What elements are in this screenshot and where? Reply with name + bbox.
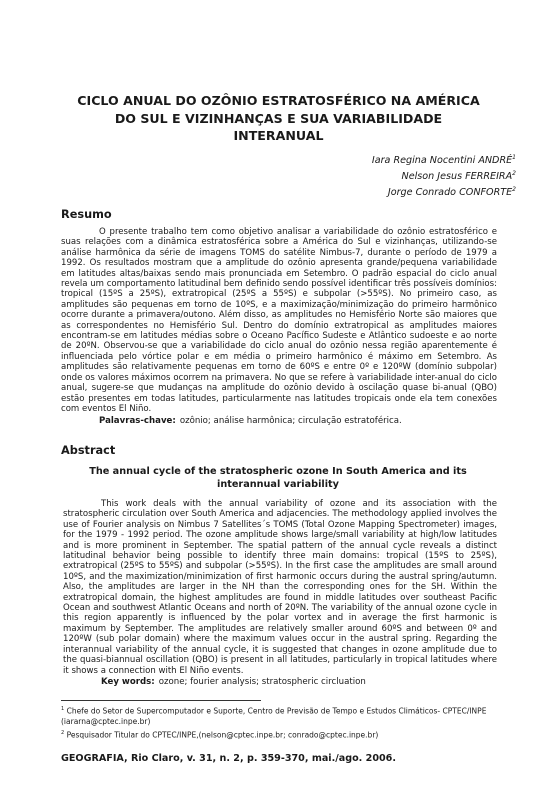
- resumo-heading: Resumo: [61, 208, 112, 221]
- author: Nelson Jesus FERREIRA$^2$: [401, 170, 516, 183]
- resumo-keywords: Palavras-chave: ozônio; análise harmônica; circulação estratoférica.: [99, 416, 402, 426]
- abstract-keywords: Key words: ozone; fourier analysis; stratospheric circluation: [101, 677, 366, 687]
- abstract-text: This work deals with the annual variability of ozone and its association with the stratospheric circulation over South America and adjacencies. The methodology applied involves the use of Fourier analysis on Nimbus 7 Satellites´s TOMS (Total Ozone Mapping Spectrometer) images, for the 1979 - 1992 period. The ozone amplitude shows large/small variability at high/low latitudes and is more prominent in September. The spatial pattern of the annual cycle reveals a distinct latitudinal behavior being possible to identify three main domains: tropical (15ºS to 25ºS), extratropical (25ºS to 55ºS) and subpolar (>55ºS). In the first case the amplitudes are small around 10ºS, and the maximization/minimization of first harmonic occurs during the austral spring/autumn. Also, the amplitudes are larger in the NH than the corresponding ones for the SH. Within the extratropical domain, the highest amplitudes are found in middle latitudes over southeast Pacific Ocean and southwest Atlantic Oceans and north of 20ºN. The variability of the annual ozone cycle in this region apparently is influenced by the polar vortex and in average the first harmonic is maximum by September. The amplitudes are relatively smaller around 60ºS and between 0º and 120ºW (sub polar domain) where the maximum values occur in the austral spring. Regarding the interannual variability of the annual cycle, it is suggested that changes in ozone amplitude due to the quasi-biannual oscillation (QBO) is present in all latitudes, particularly in tropical latitudes where it shows a connection with El Niño events.: [63, 499, 497, 676]
- resumo-text: O presente trabalho tem como objetivo analisar a variabilidade do ozônio estratosférico e suas relações com a dinâmica estratosférica sobre a América do Sul e vizinhanças, utilizando-se análise harmônica da série de imagens TOMS do satélite Nimbus-7, durante o período de 1979 a 1992. Os resultados mostram que a amplitude do ozônio apresenta grande/pequena variabilidade em latitudes altas/baixas sendo mais pronunciada em Setembro. O padrão espacial do ciclo anual revela um comportamento latitudinal bem definido sendo possível identificar três possíveis domínios: tropical (15ºS a 25ºS), extratropical (25ºS a 55ºS) e subpolar (>55ºS). No primeiro caso, as amplitudes são pequenas em torno de 10ºS, e a maximização/minimização do primeiro harmônico ocorre durante a primavera/outono. Além disso, as amplitudes no Hemisfério Norte são maiores que as correspondentes no Hemisfério Sul. Dentro do domínio extratropical as amplitudes maiores encontram-se em latitudes médias sobre o Oceano Pacífico Sudeste e Atlântico sudoeste e ao norte de 20ºN. Observou-se que a variabilidade do ciclo anual do ozônio nessa região aparentemente é influenciada pelo vórtice polar e em média o primeiro harmônico é máximo em Setembro. As amplitudes são relativamente pequenas em torno de 60ºS e entre 0º e 120ºW (domínio subpolar) onde os valores máximos ocorrem na primavera. No que se refere à variabilidade inter-anual do ciclo anual, sugere-se que mudanças na amplitude do ozônio devido à oscilação quase bi-anual (QBO) estão presentes em todas latitudes, particularmente nas latitudes tropicais onde ela tem conexões com eventos El Niño.: [61, 227, 497, 414]
- footnote-2: $^2$ Pesquisador Titular do CPTEC/INPE,(nelson@cptec.inpe.br; conrado@cptec.inpe.br): [61, 730, 379, 740]
- paper-title: CICLO ANUAL DO OZÔNIO ESTRATOSFÉRICO NA AMÉRICA DO SUL E VIZINHANÇAS E SUA VARIABILIDADE INTERANUAL: [77, 93, 480, 143]
- author: Jorge Conrado CONFORTE$^2$: [387, 186, 516, 199]
- abstract-heading: Abstract: [61, 444, 116, 457]
- journal-citation: GEOGRAFIA, Rio Claro, v. 31, n. 2, p. 359-370, mai./ago. 2006.: [61, 753, 397, 764]
- author-list: [372, 151, 516, 200]
- author: Iara Regina Nocentini ANDRÉ$^1$: [371, 154, 516, 167]
- footnote-divider: [61, 700, 261, 701]
- footnote-1: $^1$ Chefe do Setor de Supercomputador e Suporte, Centro de Previsão de Tempo e Estudos Climáticos- CPTEC/INPE (iararna@cptec.inpe.br): [61, 706, 487, 726]
- abstract-subtitle: The annual cycle of the stratospheric ozone In South America and its interannual variability: [89, 466, 467, 490]
